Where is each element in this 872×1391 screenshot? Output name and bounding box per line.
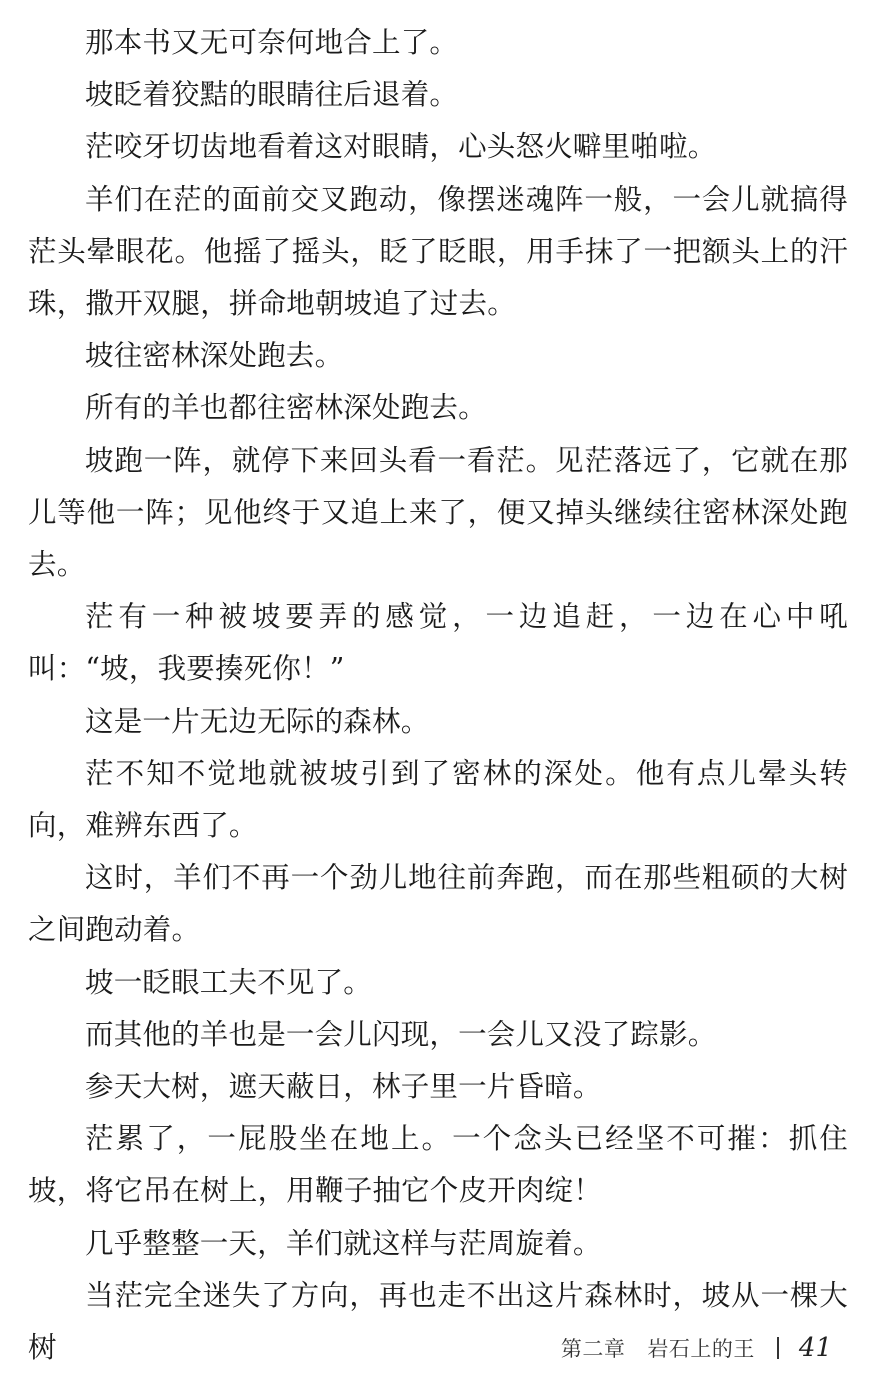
paragraph: 坡眨着狡黠的眼睛往后退着。 bbox=[85, 78, 459, 112]
paragraph: 参天大树，遮天蔽日，林子里一片昏暗。 bbox=[85, 1070, 602, 1104]
chapter-label: 第二章 bbox=[560, 1337, 626, 1361]
paragraph: 而其他的羊也是一会儿闪现，一会儿又没了踪影。 bbox=[85, 1017, 717, 1051]
page-number: 41 bbox=[798, 1333, 832, 1363]
paragraph: 坡往密林深处跑去。 bbox=[85, 339, 344, 373]
paragraph: 当茫完全迷失了方向，再也走不出这片森林时，坡从一棵大树 bbox=[28, 1278, 848, 1365]
paragraph: 这是一片无边无际的森林。 bbox=[85, 704, 430, 738]
paragraph: 茫有一种被坡要弄的感觉，一边追赶，一边在心中吼叫：“坡，我要揍死你！” bbox=[28, 600, 848, 686]
paragraph: 坡一眨眼工夫不见了。 bbox=[85, 965, 373, 999]
chapter-title: 岩石上的王 bbox=[647, 1337, 755, 1361]
page-body bbox=[28, 17, 848, 1374]
paragraph: 坡跑一阵，就停下来回头看一看茫。见茫落远了，它就在那儿等他一阵；见他终于又追上来了，便又掉头继续往密林深处跑去。 bbox=[28, 443, 848, 582]
paragraph: 这时，羊们不再一个劲儿地往前奔跑，而在那些粗硕的大树之间跑动着。 bbox=[28, 861, 848, 947]
paragraph: 茫不知不觉地就被坡引到了密林的深处。他有点儿晕头转向，难辨东西了。 bbox=[28, 756, 848, 843]
footer-divider bbox=[777, 1337, 779, 1359]
paragraph: 茫咬牙切齿地看着这对眼睛，心头怒火噼里啪啦。 bbox=[85, 130, 717, 164]
paragraph: 几乎整整一天，羊们就这样与茫周旋着。 bbox=[85, 1226, 602, 1260]
paragraph: 那本书又无可奈何地合上了。 bbox=[85, 26, 459, 59]
paragraph: 所有的羊也都往密林深处跑去。 bbox=[85, 391, 487, 425]
page-footer bbox=[561, 1330, 832, 1366]
paragraph: 羊们在茫的面前交叉跑动，像摆迷魂阵一般，一会儿就搞得茫头晕眼花。他摇了摇头，眨了眨眼，用手抹了一把额头上的汗珠，撒开双腿，拼命地朝坡追了过去。 bbox=[28, 182, 848, 321]
paragraph: 茫累了，一屁股坐在地上。一个念头已经坚不可摧：抓住坡，将它吊在树上，用鞭子抽它个皮开肉绽！ bbox=[28, 1122, 848, 1208]
